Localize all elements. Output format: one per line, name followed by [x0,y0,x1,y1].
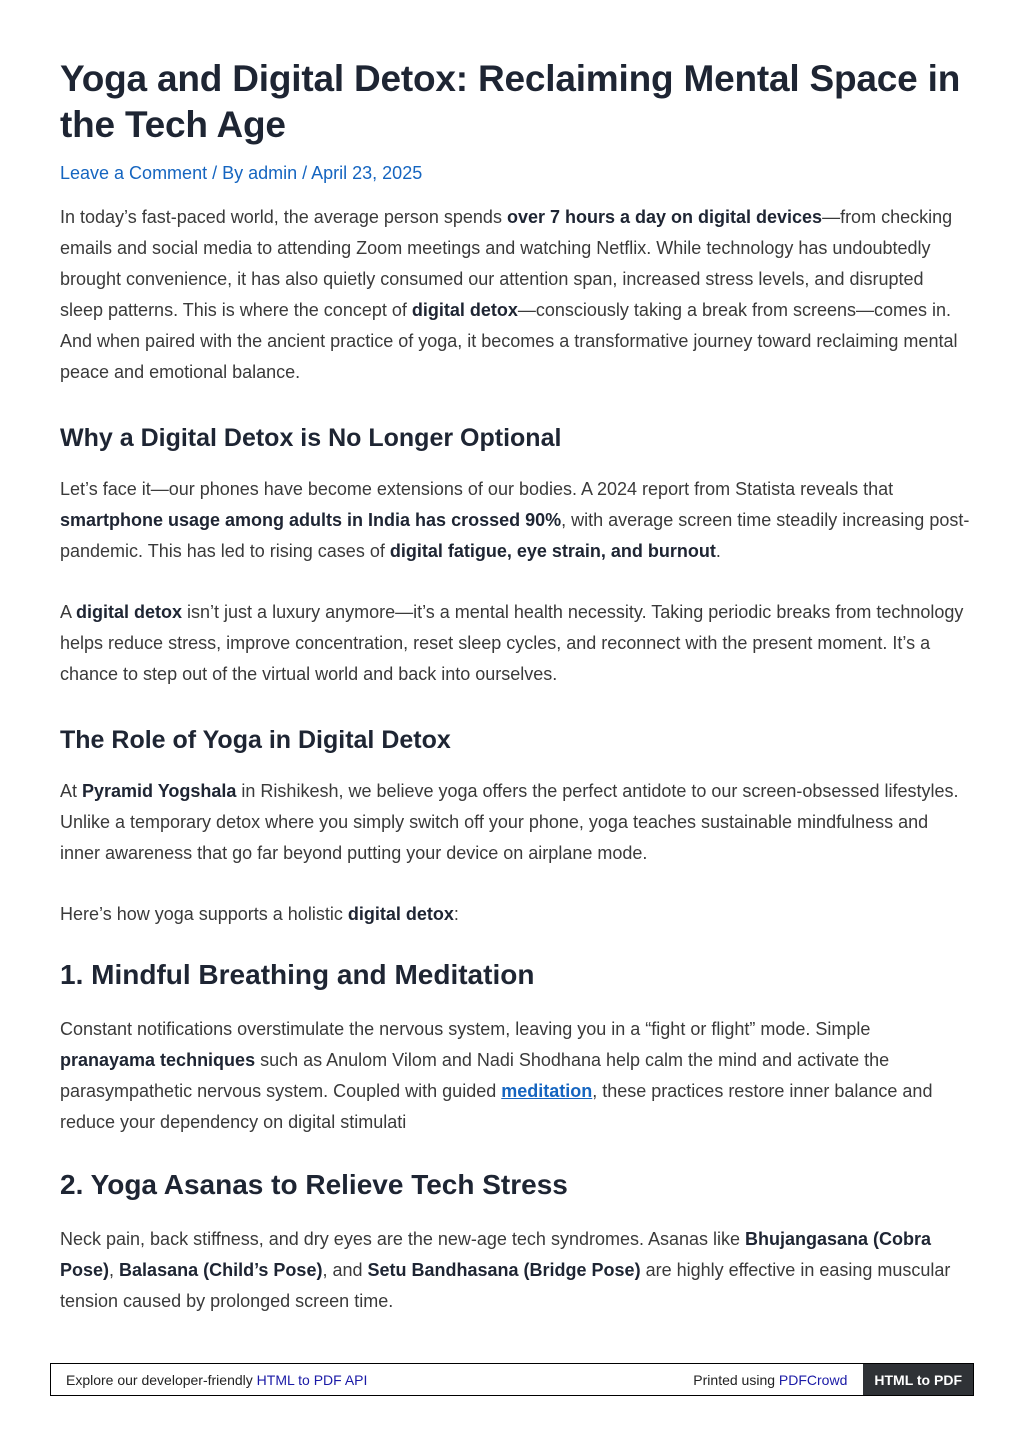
leave-comment-link[interactable]: Leave a Comment [60,163,208,183]
section-heading: The Role of Yoga in Digital Detox [60,726,451,754]
paragraph: At Pyramid Yogshala in Rishikesh, we believe yoga offers the perfect antidote to our screen-obsessed lifestyles. Unlike a temporary detox where you simply switch off your phone, yoga teaches sustainable mindfulness and inner awareness that go far beyond putting your device on airplane mode. [60,781,959,863]
author-link[interactable]: admin [248,163,298,183]
html-to-pdf-badge[interactable]: HTML to PDF [863,1364,973,1395]
section-heading: Why a Digital Detox is No Longer Optional [60,424,562,452]
footer-right: Printed using PDFCrowd [693,1371,848,1388]
post-date: April 23, 2025 [311,163,423,183]
numbered-heading: 1. Mindful Breathing and Meditation [60,959,535,990]
intro-paragraph: In today’s fast-paced world, the average person spends over 7 hours a day on digital devices—from checking emails and social media to attending Zoom meetings and watching Netflix. While technology has undoubtedly brought convenience, it has also quietly consumed our attention span, increased stress levels, and disrupted sleep patterns. This is where the concept of digital detox—consciously taking a break from screens—comes in. And when paired with the ancient practice of yoga, it becomes a transformative journey toward reclaiming mental peace and emotional balance. [60,207,958,382]
article-title: Yoga and Digital Detox: Reclaiming Mental Space in the Tech Age [60,58,961,145]
pdfcrowd-link[interactable]: PDFCrowd [778,1371,848,1388]
paragraph: Constant notifications overstimulate the nervous system, leaving you in a “fight or flight” mode. Simple pranayama techniques such as Anulom Vilom and Nadi Shodhana help calm the mind and activate the parasympathetic nervous system. Coupled with guided meditation, these practices restore inner balance and reduce your dependency on digital stimulati [60,1019,933,1132]
paragraph: Here’s how yoga supports a holistic digital detox: [60,904,459,924]
post-meta [60,162,970,184]
meditation-link[interactable]: meditation [501,1081,593,1101]
article [60,56,970,1317]
pdfcrowd-footer [50,1363,974,1396]
meta-separator: / By [207,163,249,183]
paragraph: A digital detox isn’t just a luxury anymore—it’s a mental health necessity. Taking periodic breaks from technology helps reduce stress, improve concentration, reset sleep cycles, and reconnect with the present moment. It’s a chance to step out of the virtual world and back into ourselves. [60,602,964,684]
numbered-heading: 2. Yoga Asanas to Relieve Tech Stress [60,1169,568,1200]
meta-separator: / [297,163,312,183]
html-to-pdf-api-link[interactable]: HTML to PDF API [256,1371,368,1388]
footer-left: Explore our developer-friendly HTML to PDF API [66,1371,368,1388]
paragraph: Neck pain, back stiffness, and dry eyes are the new-age tech syndromes. Asanas like Bhujangasana (Cobra Pose), Balasana (Child’s Pose), and Setu Bandhasana (Bridge Pose) are highly effective in easing muscular tension caused by prolonged screen time. [60,1229,951,1311]
paragraph: Let’s face it—our phones have become extensions of our bodies. A 2024 report from Statista reveals that smartphone usage among adults in India has crossed 90%, with average screen time steadily increasing post-pandemic. This has led to rising cases of digital fatigue, eye strain, and burnout. [60,479,970,561]
